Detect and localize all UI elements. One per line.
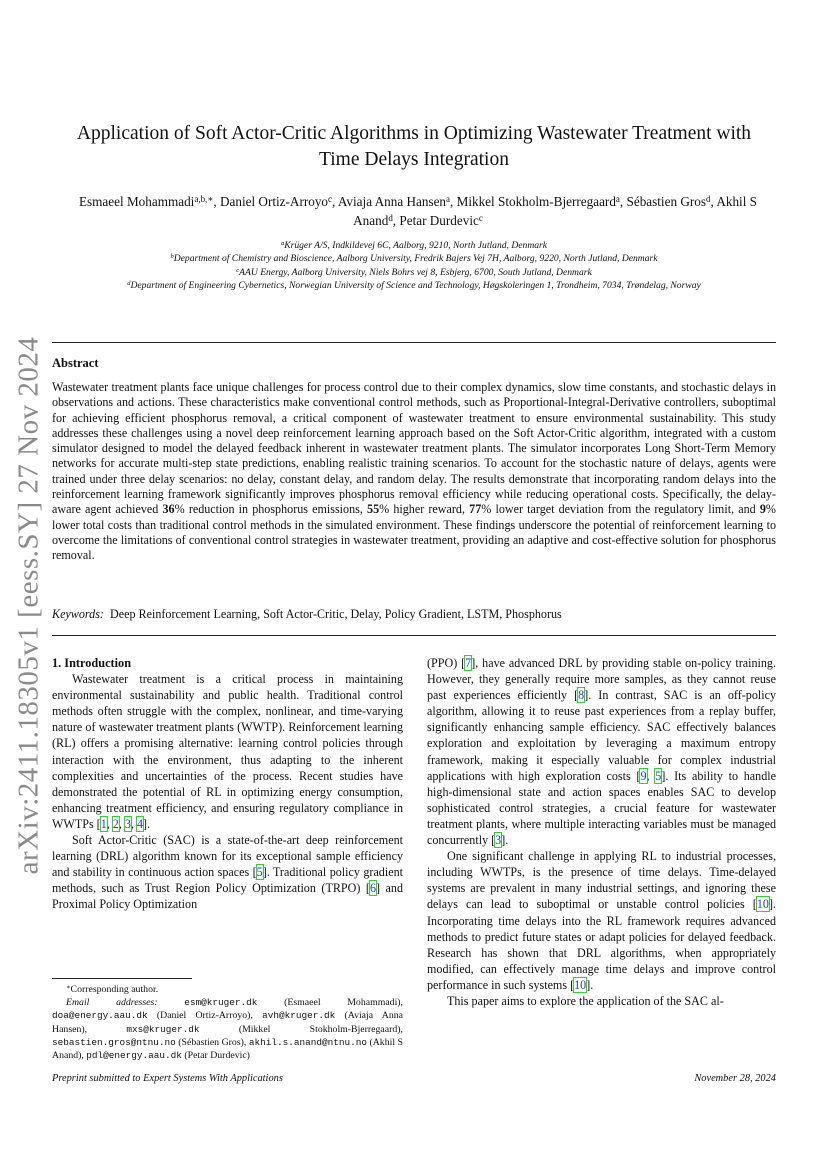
footnote-email-addresses: Email addresses: esm@kruger.dk (Esmaeel Mohammadi), doa@energy.aau.dk (Daniel Ortiz-Arroyo), avh@kruger.dk (Aviaja Anna Hansen), mxs@kruger.dk (Mikkel Stokholm-Bjerregaard), sebastien.gros@ntnu.no (Sébastien Gros), akhil.s.anand@ntnu.no (Akhil S Anand), pdl@energy.aau.dk (Petar Durdevic) xyxy=(52,997,404,1062)
affiliation: $^c$AAU Energy, Aalborg University, Niels Bohrs vej 8, Esbjerg, 6700, South Jutland, Denmark xyxy=(236,266,592,278)
section-heading-introduction: 1. Introduction xyxy=(52,656,132,670)
paper-title xyxy=(52,121,776,173)
citation-link[interactable]: 10 xyxy=(756,897,769,912)
footer-preprint-note: Preprint submitted to Expert Systems With Applications xyxy=(52,1073,283,1084)
abstract-heading: Abstract xyxy=(52,356,99,370)
author: Mikkel Stokholm-Bjerregaard$^a$, xyxy=(456,193,627,209)
footnote-corresponding-author: ∗Corresponding author. xyxy=(66,984,159,995)
author: Akhil S Anand$^d$, xyxy=(353,194,758,228)
author: Aviaja Anna Hansen$^a$, xyxy=(337,193,457,209)
abstract-bottom-rule xyxy=(52,635,776,636)
citation-link[interactable]: 6 xyxy=(369,881,376,896)
arxiv-identifier-stamp xyxy=(8,336,50,874)
citation-link[interactable]: 3 xyxy=(124,816,131,831)
author: Sébastien Gros$^d$, xyxy=(626,193,717,209)
citation-link[interactable]: 5 xyxy=(256,865,263,880)
affiliation-list xyxy=(52,239,776,293)
citation-link[interactable]: 1 xyxy=(100,816,107,831)
title-line-1: Application of Soft Actor-Critic Algorithms in Optimizing Wastewater Treatment with xyxy=(76,123,752,144)
affiliation: $^d$Department of Engineering Cybernetics, Norwegian University of Science and Technology, Høgskoleringen 1, Trondheim, 7034, Trøndelag, Norway xyxy=(127,280,701,292)
intro-paragraph-3: One significant challenge in applying RL to industrial processes, including WWTPs, is the presence of time delays. Time-delayed systems are prevalent in many industrial settings, and ignoring these delays can lead to suboptimal or unstable control policies [10]. Incorporating time delays into the RL framework requires advanced methods to predict future states or adapt policies for delayed feedback. Research has shown that DRL algorithms, when appropriately modified, can effectively manage time delays and improve control performance in such systems [10]. xyxy=(427,849,776,992)
intro-paragraph-1: Wastewater treatment is a critical process in maintaining environmental sustainability and public health. Traditional control methods often struggle with the complex, nonlinear, and time-varying nature of wastewater treatment plants (WWTP). Reinforcement learning (RL) offers a promising alternative: learning control policies through interaction with the environment, thus adapting to the inherent complexities and uncertainties of the process. Recent studies have demonstrated the potential of RL in optimizing energy consumption, enhancing treatment efficiency, and ensuring regulatory compliance in WWTPs [1, 2, 3, 4]. xyxy=(52,672,403,831)
citation-link[interactable]: 7 xyxy=(465,656,472,670)
abstract-body: Wastewater treatment plants face unique challenges for process control due to their complex dynamics, slow time constants, and stochastic delays in observations and actions. These characteristics make conventional control methods, such as Proportional-Integral-Derivative controllers, suboptimal for achieving efficient phosphorus removal, a critical component of wastewater treatment to ensure environmental sustainability. This study addresses these challenges using a novel deep reinforcement learning approach based on the Soft Actor-Critic algorithm, integrated with a custom simulator designed to model the delayed feedback inherent in wastewater treatment plants. The simulator incorporates Long Short-Term Memory networks for accurate multi-step state predictions, enabling realistic training scenarios. To account for the stochastic nature of delays, agents were trained under three delay scenarios: no delay, constant delay, and random delay. The results demonstrate that incorporating random delays into the reinforcement learning framework significantly improves phosphorus removal efficiency while reducing operational costs. Specifically, the delay-aware agent achieved 36% reduction in phosphorus emissions, 55% higher reward, 77% lower target deviation from the regulatory limit, and 9% lower total costs than traditional control methods in the simulated environment. These findings underscore the potential of reinforcement learning to overcome the limitations of conventional control strategies in wastewater treatment, providing an adaptive and cost-effective solution for phosphorus removal. xyxy=(52,380,776,563)
citation-link[interactable]: 10 xyxy=(574,977,587,992)
email-link[interactable]: pdl@energy.aau.dk xyxy=(86,1050,182,1062)
affiliation: $^a$Krüger A/S, Indkildevej 6C, Aalborg, 9210, North Jutland, Denmark xyxy=(280,240,548,251)
footnote-rule xyxy=(52,978,192,979)
keywords xyxy=(52,607,776,622)
footer-date: November 28, 2024 xyxy=(694,1073,776,1084)
keywords-label: Keywords: xyxy=(52,607,104,621)
citation-link[interactable]: 8 xyxy=(578,688,585,703)
intro-paragraph-4: This paper aims to explore the application of the SAC al- xyxy=(447,993,724,1008)
author: Daniel Ortiz-Arroyo$^c$, xyxy=(219,193,338,209)
email-link[interactable]: esm@kruger.dk xyxy=(184,997,258,1009)
intro-paragraph-2-continued: (PPO) [7], have advanced DRL by providing stable on-policy training. However, they generally require more samples, as they cannot reuse past experiences efficiently [8]. In contrast, SAC is an off-policy algorithm, allowing it to reuse past experiences from a replay buffer, significantly enhancing sample efficiency. SAC effectively balances exploration and exploitation by leveraging a maximum entropy framework, making it especially valuable for complex industrial applications with high exploration costs [9, 5]. Its ability to handle high-dimensional state and action spaces enables SAC to develop sophisticated control strategies, a crucial feature for wastewater treatment plants, where multiple interacting variables must be managed concurrently [3]. xyxy=(427,656,776,848)
title-line-2: Time Delays Integration xyxy=(319,149,509,170)
abstract-top-rule xyxy=(52,342,776,343)
right-column xyxy=(427,655,776,1009)
email-link[interactable]: doa@energy.aau.dk xyxy=(52,1010,148,1022)
email-link[interactable]: avh@kruger.dk xyxy=(262,1010,336,1022)
footnotes xyxy=(52,983,403,1062)
author: Esmaeel Mohammadi$^{a,b,∗}$, xyxy=(78,193,220,209)
citation-link[interactable]: 5 xyxy=(655,768,662,783)
intro-paragraph-2: Soft Actor-Critic (SAC) is a state-of-the-art deep reinforcement learning (DRL) algorithm known for its exceptional sample efficiency and stability in continuous action spaces [5]. Traditional policy gradient methods, such as Trust Region Policy Optimization (TRPO) [6] and Proximal Policy Optimization xyxy=(52,833,403,912)
left-column xyxy=(52,655,403,913)
affiliation: $^b$Department of Chemistry and Bioscience, Aalborg University, Fredrik Bajers Vej 7H, Aalborg, 9220, North Jutland, Denmark xyxy=(170,253,658,265)
author-list xyxy=(60,192,776,230)
email-link[interactable]: mxs@kruger.dk xyxy=(126,1023,200,1035)
arxiv-stamp-text: arXiv:2411.18305v1 [eess.SY] 27 Nov 2024 xyxy=(12,336,45,874)
keywords-text: Deep Reinforcement Learning, Soft Actor-Critic, Delay, Policy Gradient, LSTM, Phosphorus xyxy=(110,607,562,621)
citation-link[interactable]: 9 xyxy=(640,768,647,783)
email-link[interactable]: sebastien.gros@ntnu.no xyxy=(52,1036,176,1048)
citation-link[interactable]: 4 xyxy=(136,816,144,831)
author: Petar Durdevic$^c$ xyxy=(399,212,483,228)
email-link[interactable]: akhil.s.anand@ntnu.no xyxy=(248,1036,367,1048)
citation-link[interactable]: 3 xyxy=(495,833,502,848)
citation-link[interactable]: 2 xyxy=(112,816,119,831)
